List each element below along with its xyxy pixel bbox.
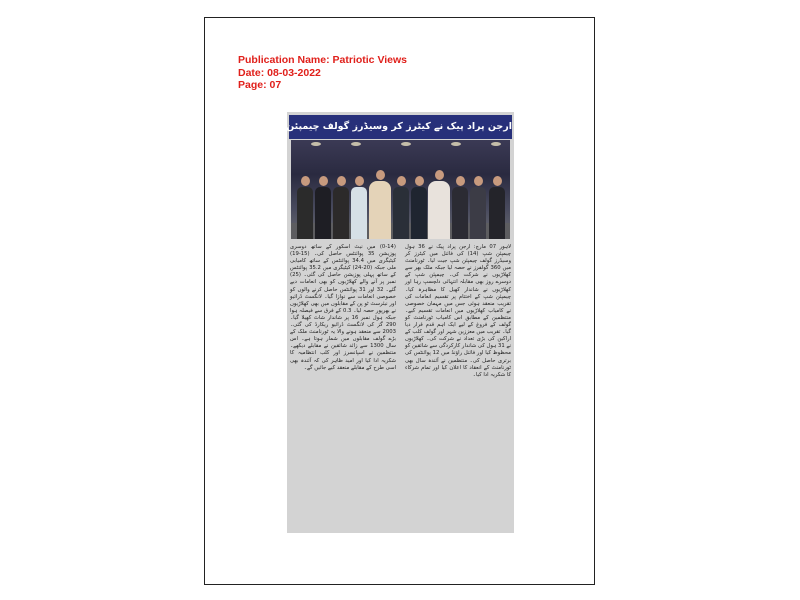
article-column-left [290,244,396,530]
publication-page: Page: 07 [238,79,282,91]
article-body [290,244,511,530]
article-photo [291,140,510,239]
article-headline: ارجن پراد پیک نے کیٹرز کر وسیڈرز گولف چیمپئن شپ کپ جیت لیا [289,115,512,139]
article-text-left: (0-14) میں نیٹ اسکور کے ساتھ دوسری پوزیشن 35 پوائنٹس حاصل کی۔ (15-19) کیٹیگری میں 34.4 پوائنٹس کے ساتھ کامیابی ملی جبکہ (20-24) کیٹیگری میں 35.2 پوائنٹس کے ساتھ پہلی پوزیشن حاصل کی گئی۔ (25) نمبر پر آنے والے کھلاڑیوں کو بھی انعامات دیے گئے۔ 32 اور 31 پوائنٹس حاصل کرنے والوں کو خصوصی انعامات سے نوازا گیا۔ لانگسٹ ڈرائیو اور نیئرسٹ ٹو پن کے مقابلوں میں بھی کھلاڑیوں نے بھرپور حصہ لیا۔ 0.3 کے فرق سے فیصلہ ہوا جبکہ ہول نمبر 16 پر شاندار شاٹ کھیلا گیا۔ 290 گز کی لانگسٹ ڈرائیو ریکارڈ کی گئی۔ 2003 سے منعقد ہونے والا یہ ٹورنامنٹ ملک کے بڑے گولف مقابلوں میں شمار ہوتا ہے۔ اس سال 1300 سے زائد شائقین نے مقابلے دیکھے۔ منتظمین نے اسپانسرز اور کلب انتظامیہ کا شکریہ ادا کیا اور امید ظاہر کی کہ آئندہ بھی اسی طرح کے مقابلے منعقد کیے جائیں گے۔ [290,244,396,371]
publication-meta [238,54,407,92]
newspaper-clipping [206,112,514,533]
publication-date: Date: 08-03-2022 [238,66,321,79]
publication-name: Publication Name: Patriotic Views [238,54,408,66]
article-column-right [405,244,511,530]
article-text-right: لاہور 07 مارچ: ارجن پراد پیک نے 36 ہول چیمپئن شپ (14) کی فائنل میں کیٹرز کر وسیڈرز گولف چیمپئن شپ جیت لیا۔ ٹورنامنٹ میں 360 گولفرز نے حصہ لیا جبکہ ملک بھر سے کھلاڑیوں نے شرکت کی۔ چیمپئن شپ کے دوسرے روز بھی مقابلہ انتہائی دلچسپ رہا اور کھلاڑیوں نے شاندار کھیل کا مظاہرہ کیا۔ چیمپئن شپ کے اختتام پر تقسیم انعامات کی تقریب منعقد ہوئی جس میں مہمان خصوصی نے کامیاب کھلاڑیوں میں انعامات تقسیم کیے۔ منتظمین کے مطابق اس کامیاب ٹورنامنٹ کو گولف کے فروغ کے لیے ایک اہم قدم قرار دیا گیا۔ تقریب میں معززین شہر اور گولف کلب کے اراکین کی بڑی تعداد نے شرکت کی۔ کھلاڑیوں نے 31 ہول کی شاندار کارکردگی سے شائقین کو محظوظ کیا اور فائنل راؤنڈ میں 12 پوائنٹس کی برتری حاصل کی۔ منتظمین نے آئندہ سال بھی ٹورنامنٹ کے انعقاد کا اعلان کیا اور تمام شرکاء کا شکریہ ادا کیا۔ [405,244,511,378]
